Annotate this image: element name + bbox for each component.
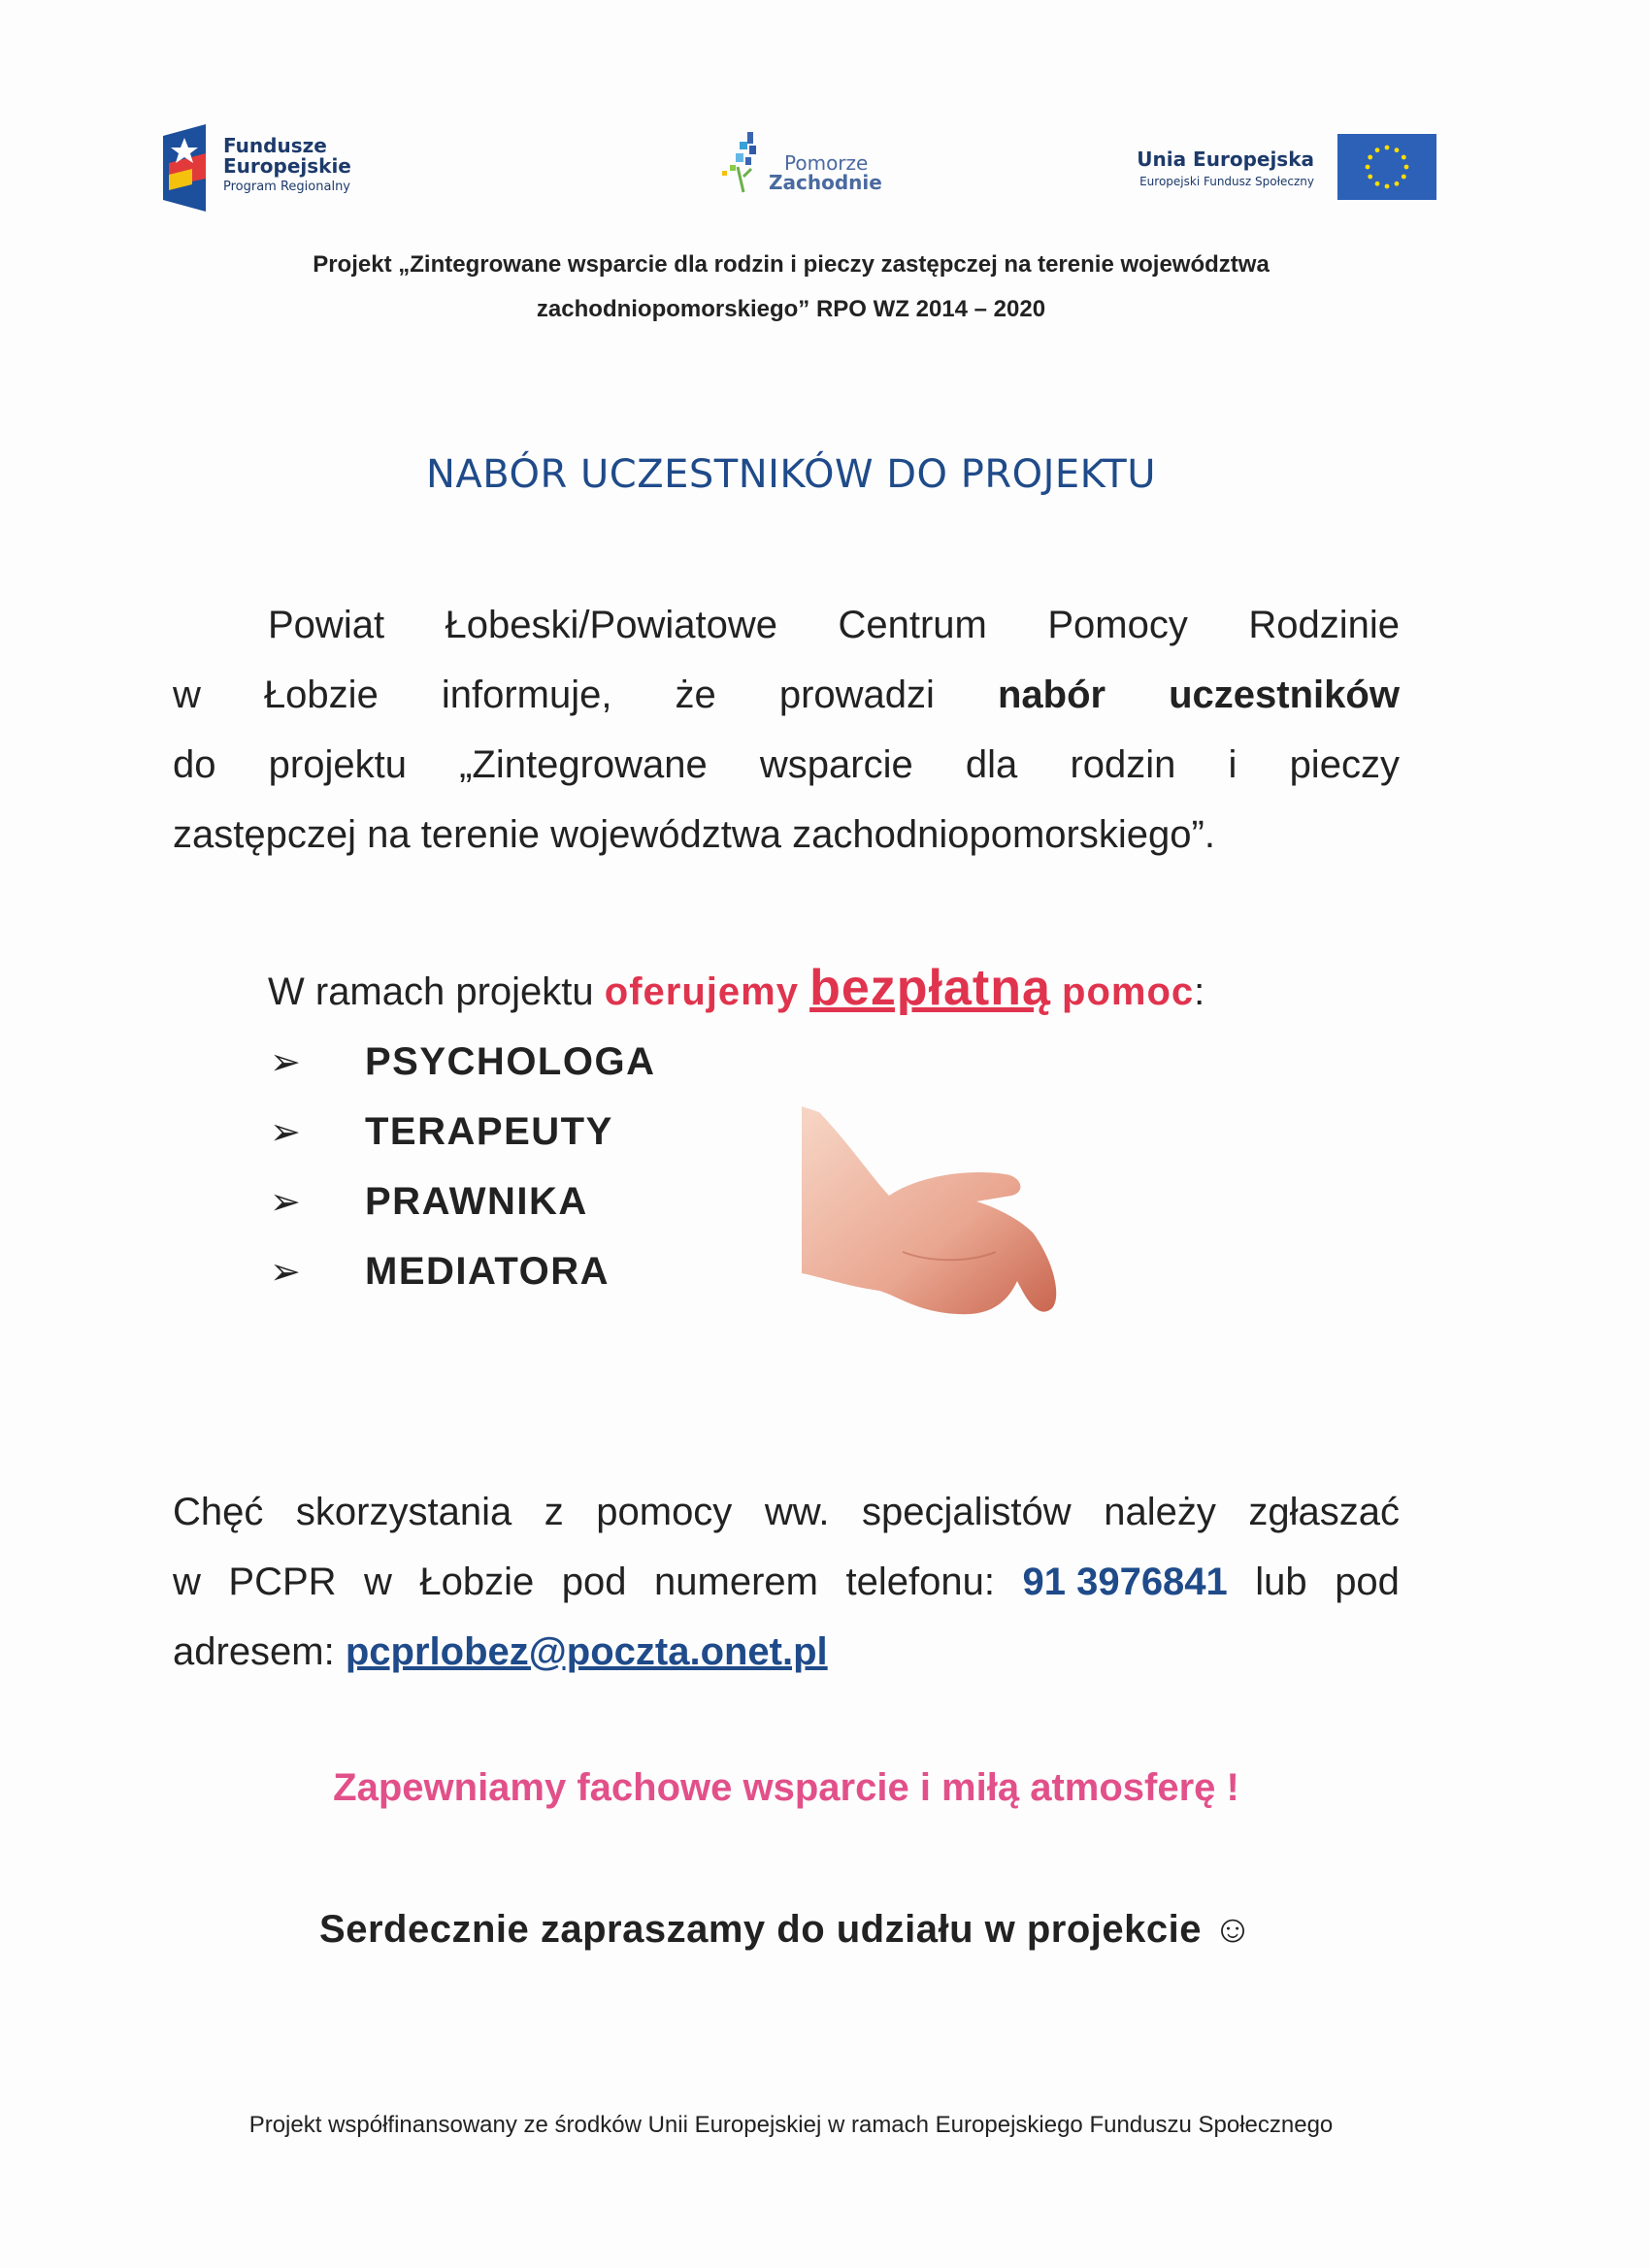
contact-word: numerem: [654, 1561, 818, 1603]
intro-word: pieczy: [1289, 743, 1400, 786]
intro-word-bold: nabór: [997, 674, 1106, 716]
list-item-label: PRAWNIKA: [365, 1180, 588, 1223]
contact-address-label: adresem:: [173, 1630, 346, 1673]
intro-line-3: [173, 741, 1400, 788]
offer-free: bezpłatną: [809, 960, 1051, 1016]
contact-word: zgłaszać: [1248, 1491, 1400, 1533]
open-hand-illustration: [802, 1106, 1073, 1349]
fundusze-line3: Program Regionalny: [223, 180, 350, 194]
list-item-label: MEDIATORA: [365, 1250, 610, 1293]
intro-line-4: zastępczej na terenie województwa zachodniopomorskiego”.: [173, 813, 1215, 856]
page-title: NABÓR UCZESTNIKÓW DO PROJEKTU: [425, 452, 1157, 497]
contact-line-2: [173, 1559, 1400, 1605]
contact-word: z: [544, 1491, 564, 1533]
fundusze-emblem-icon: [163, 124, 217, 212]
contact-word: skorzystania: [295, 1491, 512, 1533]
intro-word: Łobzie: [263, 674, 379, 716]
contact-word: Chęć: [173, 1491, 264, 1533]
intro-word: dla: [965, 743, 1018, 786]
intro-word: i: [1228, 743, 1238, 786]
unia-line2: Europejski Fundusz Społeczny: [1139, 175, 1314, 188]
fundusze-europejskie-logo: [163, 124, 396, 214]
contact-word: lub: [1255, 1561, 1307, 1603]
list-item: [270, 1110, 613, 1154]
intro-line-2: [173, 672, 1400, 718]
contact-word: Łobzie: [419, 1561, 535, 1603]
contact-word: pomocy: [596, 1491, 733, 1533]
offer-line: [268, 959, 1204, 1017]
intro-word: „Zintegrowane: [459, 743, 708, 786]
offer-red-1: oferujemy: [604, 970, 799, 1013]
contact-word: PCPR: [228, 1561, 337, 1603]
contact-word: w: [173, 1561, 201, 1603]
project-header: [165, 243, 1417, 332]
contact-word: telefonu:: [845, 1561, 995, 1603]
intro-word: Łobeski/Powiatowe: [445, 604, 777, 646]
project-header-line1: Projekt „Zintegrowane wsparcie dla rodzin i pieczy zastępczej na terenie województwa: [313, 251, 1270, 278]
contact-word: w: [364, 1561, 392, 1603]
unia-europejska-logo: [1106, 134, 1436, 206]
offer-pre: W ramach projektu: [268, 970, 605, 1013]
contact-word: pod: [561, 1561, 627, 1603]
contact-word: pod: [1335, 1561, 1400, 1603]
phone-number[interactable]: 91 3976841: [1022, 1561, 1228, 1603]
arrow-bullet-icon: ➢: [270, 1112, 303, 1153]
pomorze-line1: Pomorze: [784, 151, 869, 175]
intro-word: informuje,: [441, 674, 612, 716]
list-item-label: PSYCHOLOGA: [365, 1040, 656, 1083]
contact-line-3: [173, 1628, 1400, 1675]
offer-post: :: [1194, 970, 1205, 1013]
intro-word: projektu: [268, 743, 407, 786]
pomorze-line2: Zachodnie: [769, 171, 882, 194]
arrow-bullet-icon: ➢: [270, 1182, 303, 1223]
project-header-line2: zachodniopomorskiego” RPO WZ 2014 – 2020: [536, 296, 1046, 322]
fundusze-line1: Fundusze: [223, 134, 327, 157]
list-item: [270, 1040, 655, 1084]
list-item-label: TERAPEUTY: [365, 1110, 613, 1153]
intro-word-bold: uczestników: [1169, 674, 1400, 716]
slogan: Zapewniamy fachowe wsparcie i miłą atmosferę !: [333, 1766, 1239, 1809]
eu-flag-icon: [1337, 134, 1436, 200]
intro-word: że: [675, 674, 716, 716]
fundusze-line2: Europejskie: [223, 154, 351, 178]
pomorze-zachodnie-logo: [718, 124, 893, 202]
email-link[interactable]: pcprlobez@poczta.onet.pl: [345, 1630, 828, 1673]
arrow-bullet-icon: ➢: [270, 1042, 303, 1083]
contact-line-1: [173, 1489, 1400, 1535]
invitation: Serdecznie zapraszamy do udziału w projekcie ☺: [319, 1908, 1253, 1951]
intro-line-1: [173, 602, 1400, 648]
intro-word: Rodzinie: [1248, 604, 1400, 646]
intro-word: prowadzi: [778, 674, 935, 716]
list-item: [270, 1250, 610, 1294]
intro-word: Centrum: [838, 604, 987, 646]
footer-note: Projekt współfinansowany ze środków Unii Europejskiej w ramach Europejskiego Funduszu Społecznego: [248, 2112, 1334, 2138]
contact-word: należy: [1104, 1491, 1216, 1533]
intro-word: do: [173, 743, 216, 786]
arrow-bullet-icon: ➢: [270, 1252, 303, 1293]
list-item: [270, 1180, 588, 1224]
intro-word: Pomocy: [1047, 604, 1188, 646]
intro-word: rodzin: [1070, 743, 1176, 786]
contact-word: ww.: [764, 1491, 830, 1533]
contact-word: specjalistów: [862, 1491, 1072, 1533]
intro-word: w: [173, 674, 201, 716]
intro-word: wsparcie: [759, 743, 913, 786]
offer-red-2: pomoc: [1062, 970, 1195, 1013]
unia-line1: Unia Europejska: [1137, 148, 1314, 171]
pomorze-emblem-icon: [718, 124, 776, 198]
intro-word: Powiat: [268, 604, 385, 646]
